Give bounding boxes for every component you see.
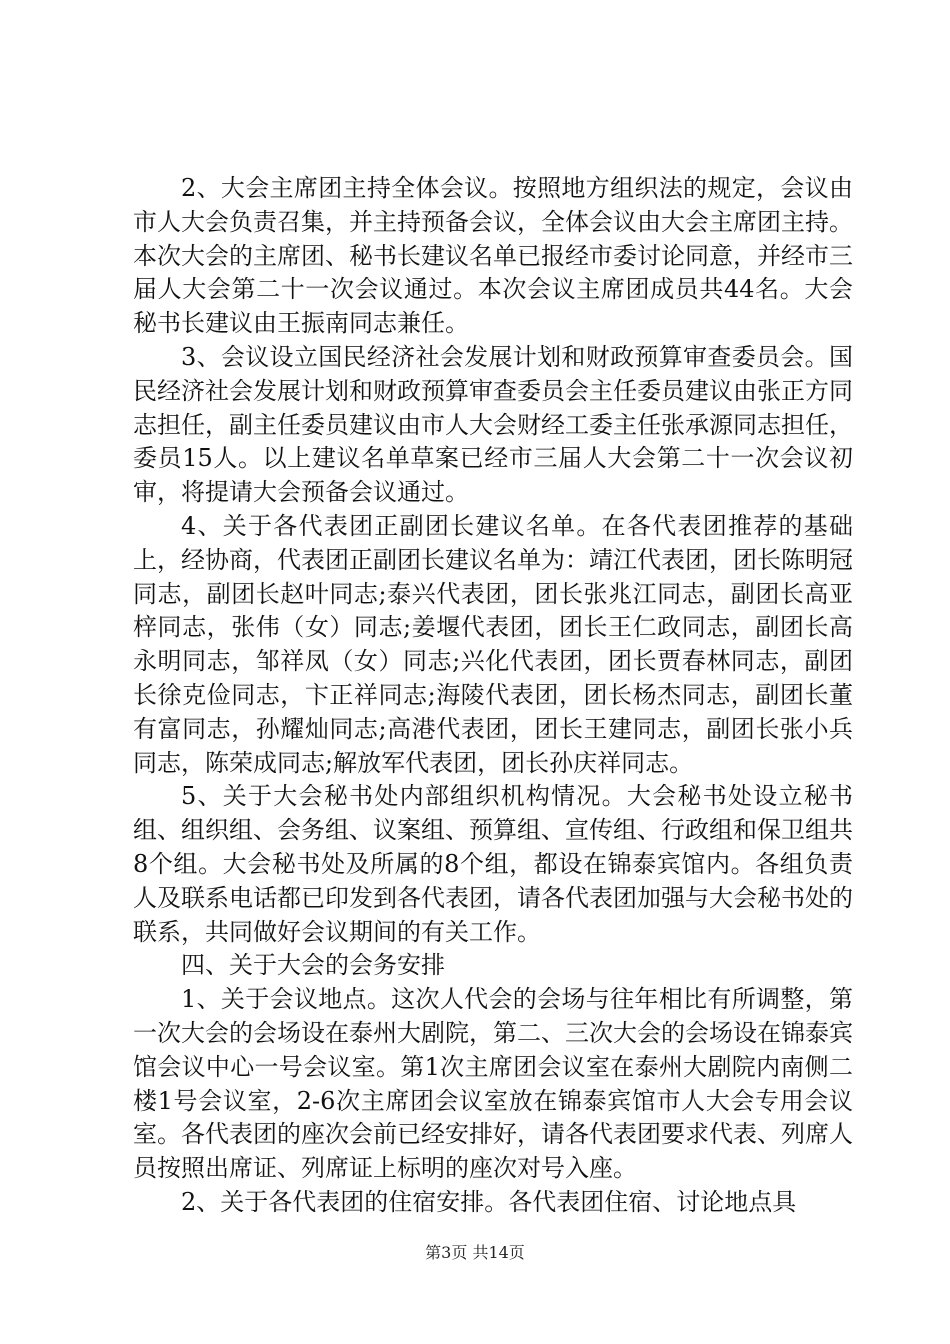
paragraph: 2、大会主席团主持全体会议。按照地方组织法的规定，会议由市人大会负责召集，并主持预备会议，全体会议由大会主席团主持。本次大会的主席团、秘书长建议名单已报经市委讨论同意，并经市三届人大会第二十一次会议通过。本次会议主席团成员共44名。大会秘书长建议由王振南同志兼任。 [133,174,853,338]
paragraph: 4、关于各代表团正副团长建议名单。在各代表团推荐的基础上，经协商，代表团正副团长建议名单为：靖江代表团，团长陈明冠同志，副团长赵叶同志;泰兴代表团，团长张兆江同志，副团长高亚梓同志，张伟（女）同志;姜堰代表团，团长王仁政同志，副团长高永明同志，邹祥凤（女）同志;兴化代表团，团长贾春林同志，副团长徐克俭同志，卞正祥同志;海陵代表团，团长杨杰同志，副团长董有富同志，孙耀灿同志;高港代表团，团长王建同志，副团长张小兵同志，陈荣成同志;解放军代表团，团长孙庆祥同志。 [133,511,853,777]
page-footer: 第3页 共14页 [425,1243,525,1262]
paragraph: 2、关于各代表团的住宿安排。各代表团住宿、讨论地点具 [181,1187,797,1216]
paragraph: 1、关于会议地点。这次人代会的会场与往年相比有所调整，第一次大会的会场设在泰州大剧院，第二、三次大会的会场设在锦泰宾馆会议中心一号会议室。第1次主席团会议室在泰州大剧院内南侧二楼1号会议室，2-6次主席团会议室放在锦泰宾馆市人大会专用会议室。各代表团的座次会前已经安排好，请各代表团要求代表、列席人员按照出席证、列席证上标明的座次对号入座。 [133,985,853,1183]
paragraph: 3、会议设立国民经济社会发展计划和财政预算审查委员会。国民经济社会发展计划和财政预算审查委员会主任委员建议由张正方同志担任，副主任委员建议由市人大会财经工委主任张承源同志担任，委员15人。以上建议名单草案已经市三届人大会第二十一次会议初审，将提请大会预备会议通过。 [133,342,853,507]
section-heading: 四、关于大会的会务安排 [181,951,445,980]
paragraph: 5、关于大会秘书处内部组织机构情况。大会秘书处设立秘书组、组织组、会务组、议案组、预算组、宣传组、行政组和保卫组共8个组。大会秘书处及所属的8个组，都设在锦泰宾馆内。各组负责人及联系电话都已印发到各代表团，请各代表团加强与大会秘书处的联系，共同做好会议期间的有关工作。 [133,782,853,946]
body-text [133,172,853,1220]
